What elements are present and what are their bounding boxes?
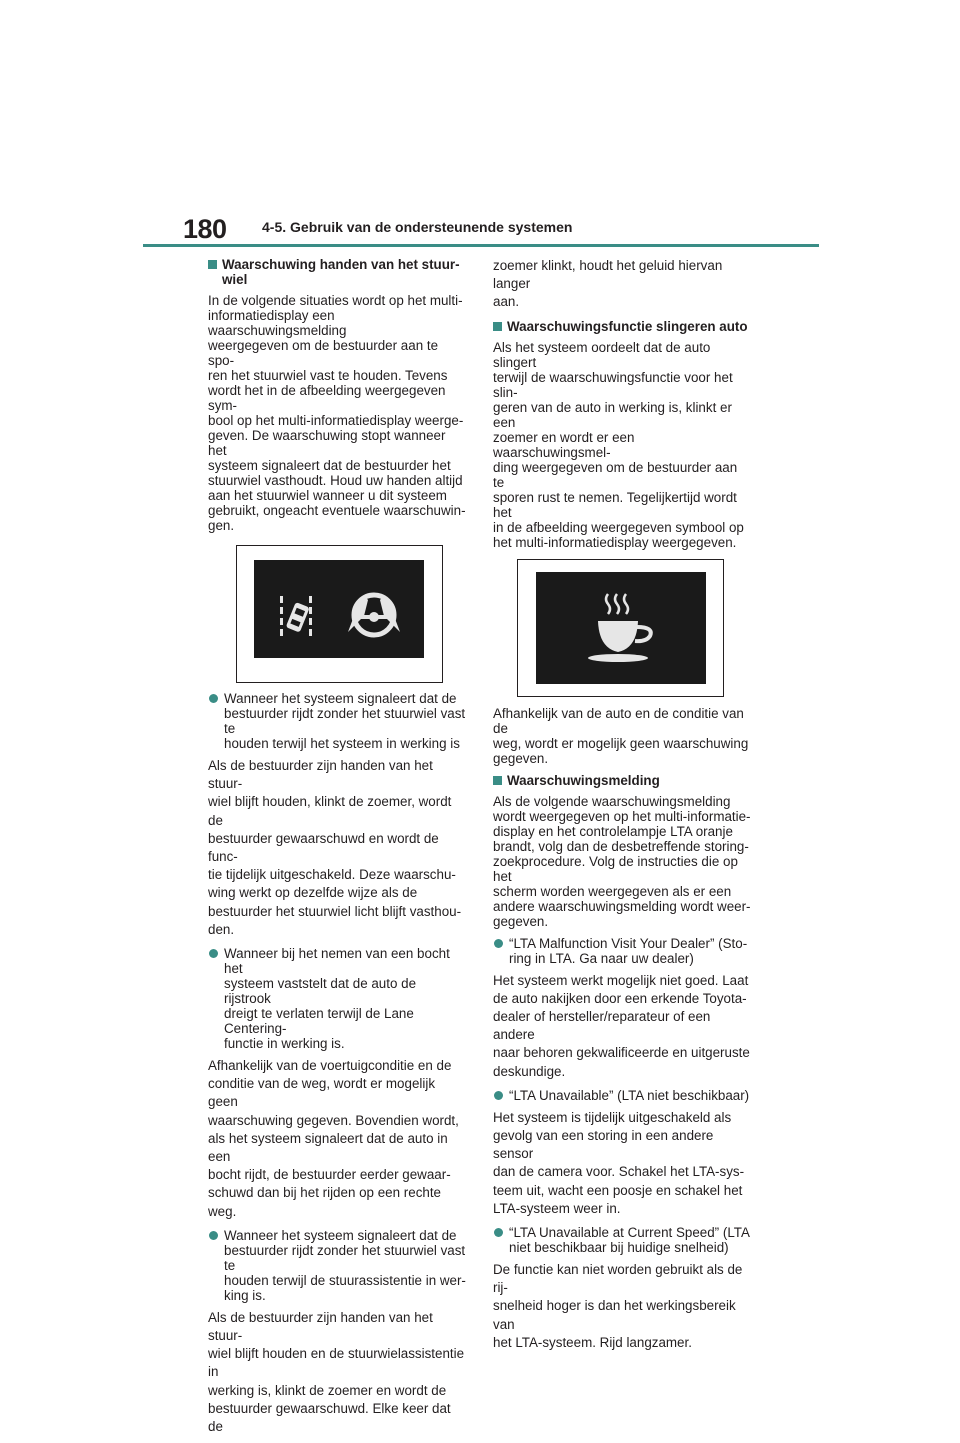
- bullet-item: [493, 1225, 751, 1255]
- left-column: [208, 257, 466, 1443]
- bullet-text: Wanneer het systeem signaleert dat de bestuurder rijdt zonder het stuurwiel vast te houden terwijl de stuurassistentie in wer- king is.: [224, 1227, 466, 1303]
- bullet-text: Wanneer het systeem signaleert dat de bestuurder rijdt zonder het stuurwiel vast te houden terwijl het systeem in werking is: [224, 691, 466, 751]
- square-bullet-icon: [493, 776, 502, 785]
- heading-warning-message: [493, 773, 751, 788]
- coffee-cup-icon: [588, 594, 651, 662]
- lane-departure-icon: [280, 596, 312, 636]
- paragraph: Het systeem werkt mogelijk niet goed. Laat de auto nakijken door een erkende Toyota- dealer of hersteller/reparateur of een andere naar behoren gekwalificeerde en uitgeruste deskundige.: [493, 972, 750, 1079]
- bullet-text: Wanneer bij het nemen van een bocht het systeem vaststelt dat de auto de rijstrook dreigt te verlaten terwijl de Lane Centering- functie in werking is.: [224, 946, 450, 1052]
- right-column: [493, 257, 751, 1359]
- round-bullet-icon: [494, 939, 503, 948]
- round-bullet-icon: [209, 949, 218, 958]
- bullet-item: [208, 946, 466, 1051]
- bullet-item: [208, 691, 466, 751]
- paragraph: Als het systeem oordeelt dat de auto slingert terwijl de waarschuwingsfunctie voor het slin- geren van de auto in werking is, klinkt er een zoemer en wordt er een waarschuwingsmel- ding weergegeven om de bestuurder aan te sporen rust te nemen. Tegelijkertijd wordt het in de afbeelding weergegeven symbool op het multi-informatiedisplay weergegeven.: [493, 339, 744, 550]
- paragraph: zoemer klinkt, houdt het geluid hiervan langer aan.: [493, 258, 723, 310]
- bullet-text: “LTA Malfunction Visit Your Dealer” (Sto- ring in LTA. Ga naar uw dealer): [509, 935, 748, 966]
- paragraph: Afhankelijk van de voertuigconditie en de conditie van de weg, wordt er mogelijk geen waarschuwing gegeven. Bovendien wordt, als het systeem signaleert dat de auto in een bocht rijdt, de bestuurder eerder gewaar- schuwd dan bij het rijden op een rechte weg.: [208, 1058, 459, 1219]
- bullet-item: [493, 936, 751, 966]
- round-bullet-icon: [494, 1228, 503, 1237]
- heading-sway-warning: [493, 319, 751, 334]
- heading-text: Waarschuwingsfunctie slingeren auto: [507, 318, 748, 334]
- paragraph: Als de volgende waarschuwingsmelding wordt weergegeven op het multi-informatie- display en het controlelampje LTA oranje brandt, volg dan de desbetreffende storing- zoekprocedure. Volg de instructies die op het scherm worden weergegeven als er een andere waarschuwingsmelding wordt weer- gegeven.: [493, 793, 751, 929]
- section-header: 4-5. Gebruik van de ondersteunende systemen: [262, 219, 573, 235]
- bullet-item: [208, 1228, 466, 1303]
- paragraph: Afhankelijk van de auto en de conditie van de weg, wordt er mogelijk geen waarschuwing gegeven.: [493, 705, 749, 766]
- round-bullet-icon: [494, 1091, 503, 1100]
- page-number: 180: [183, 214, 227, 244]
- paragraph: In de volgende situaties wordt op het multi- informatiedisplay een waarschuwingsmelding weergegeven om de bestuurder aan te spo- ren het stuurwiel vast te houden. Tevens wordt het in de afbeelding weergegeven sym- bool op het multi-informatiedisplay weerge- geven. De waarschuwing stopt wanneer het systeem signaleert dat de bestuurder het stuurwiel vasthoudt. Houd uw handen altijd aan het stuurwiel wanneer u dit systeem gebruikt, ongeacht eventuele waarschuwin- gen.: [208, 293, 466, 533]
- heading-text: Waarschuwingsmelding: [507, 772, 660, 788]
- multi-information-display: [254, 560, 424, 658]
- heading-hands-off-warning: [208, 257, 466, 287]
- figure-hands-off-display: [236, 545, 443, 683]
- square-bullet-icon: [208, 260, 217, 269]
- heading-text: Waarschuwing handen van het stuur- wiel: [222, 257, 460, 287]
- header-rule: [143, 244, 819, 247]
- square-bullet-icon: [493, 322, 502, 331]
- bullet-text: “LTA Unavailable” (LTA niet beschikbaar): [509, 1087, 750, 1103]
- round-bullet-icon: [209, 694, 218, 703]
- bullet-item: [493, 1088, 751, 1103]
- hands-on-wheel-icon: [348, 595, 400, 635]
- bullet-text: “LTA Unavailable at Current Speed” (LTA niet beschikbaar bij huidige snelheid): [509, 1225, 750, 1256]
- paragraph: Als de bestuurder zijn handen van het stuur- wiel blijft houden en de stuurwielassistentie in werking is, klinkt de zoemer en wordt de bestuurder gewaarschuwd. Elke keer dat de: [208, 1309, 465, 1435]
- paragraph: De functie kan niet worden gebruikt als de rij- snelheid hoger is dan het werkingsbereik van het LTA-systeem. Rijd langzamer.: [493, 1262, 743, 1350]
- paragraph: Als de bestuurder zijn handen van het stuur- wiel blijft houden, klinkt de zoemer, wordt de bestuurder gewaarschuwd en wordt de func- tie tijdelijk uitgeschakeld. Deze waarschu- wing werkt op dezelfde wijze als de bestuurder het stuurwiel licht blijft vasthou- den.: [208, 758, 462, 937]
- multi-information-display: [536, 572, 706, 684]
- figure-sway-display: [517, 559, 724, 697]
- round-bullet-icon: [209, 1231, 218, 1240]
- paragraph: Het systeem is tijdelijk uitgeschakeld als gevolg van een storing in een andere sensor dan de camera voor. Schakel het LTA-sys- teem uit, wacht een poosje en schakel het LTA-systeem weer in.: [493, 1109, 745, 1216]
